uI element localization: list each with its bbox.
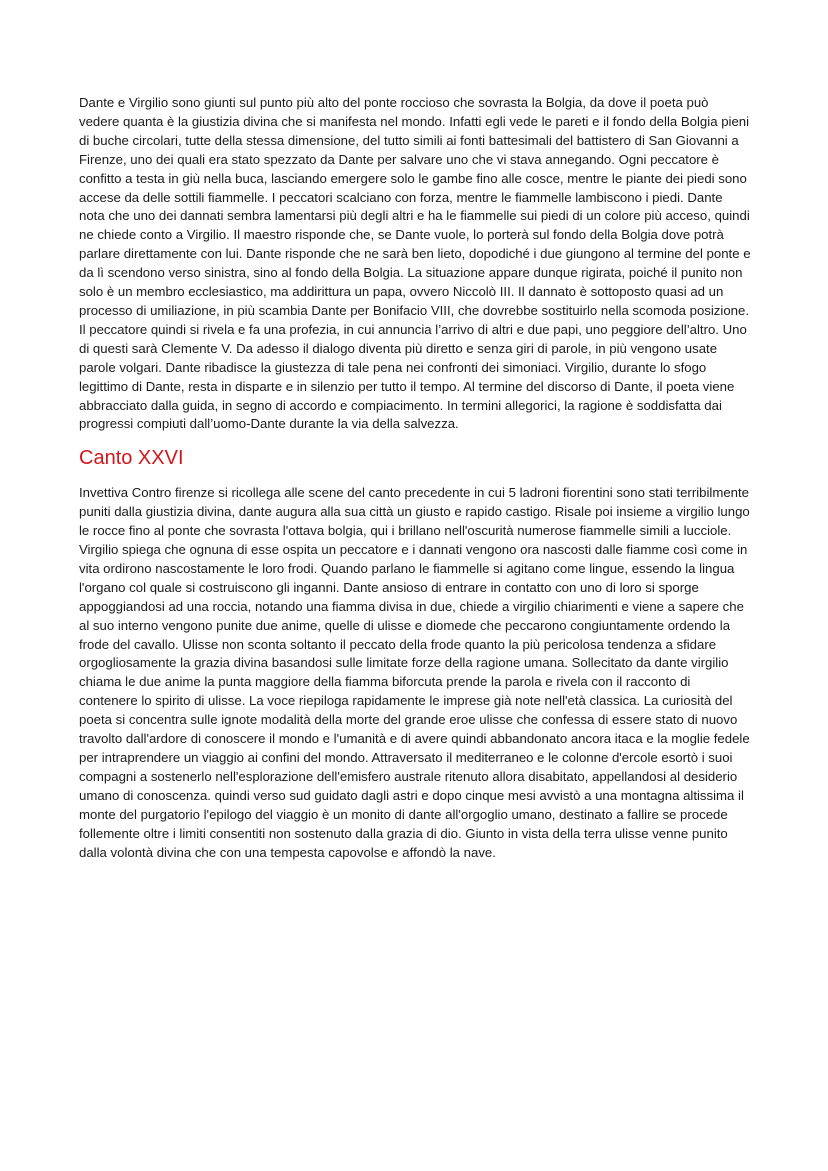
paragraph-canto-xxvi-summary: Invettiva Contro firenze si ricollega alle scene del canto precedente in cui 5 ladroni fiorentini sono stati terribilmente puniti dalla giustizia divina, dante augura alla sua città un giusto e rapido castigo. Risale poi insieme a virgilio lungo le rocce fino al ponte che sovrasta l'ottava bolgia, qui i brillano nell'oscurità numerose fiammelle simili a lucciole. Virgilio spiega che ognuna di esse ospita un peccatore e i dannati vengono ora nascosti dalle fiamme così come in vita ordirono nascostamente le loro frodi. Quando parlano le fiammelle si agitano come lingue, essendo la lingua l'organo col quale si costruiscono gli inganni. Dante ansioso di entrare in contatto con uno di loro si sporge appoggiandosi ad una roccia, notando una fiamma divisa in due, chiede a virgilio chiarimenti e viene a sapere che al suo interno vengono punite due anime, quelle di ulisse e diomede che peccarono congiuntamente ordendo la frode del cavallo. Ulisse non sconta soltanto il peccato della frode quanto la più pericolosa tendenza a sfidare orgogliosamente la grazia divina basandosi sulle limitate forze della ragione umana. Sollecitato da dante virgilio chiama le due anime la punta maggiore della fiamma biforcuta prende la parola e rivela con il racconto di contenere lo spirito di ulisse. La voce riepiloga rapidamente le imprese già note nell'età classica. La curiosità del poeta si concentra sulle ignote modalità della morte del grande eroe ulisse che confessa di essere stato di nuovo travolto dall'ardore di conoscere il mondo e l'umanità e di avere quindi abbandonato ancora itaca e la moglie fedele per intraprendere un viaggio ai confini del mondo. Attraversato il mediterraneo e le colonne d'ercole esortò i suoi compagni a sostenerlo nell'esplorazione dell'emisfero australe ritenuto allora disabitato, appellandosi al desiderio umano di conoscenza. quindi verso sud guidato dagli astri e dopo cinque mesi avvistò a una montagna altissima il monte del purgatorio l'epilogo del viaggio è un monito di dante all'orgoglio umano, destinato a fallire se procede follemente oltre i limiti consentiti non sostenuto dalla grazia di dio. Giunto in vista della terra ulisse venne punito dalla volontà divina che con una tempesta capovolse e affondò la nave.: [79, 485, 750, 860]
section-spacer: [79, 434, 751, 446]
heading-spacer: [79, 470, 751, 484]
document-page: [79, 94, 751, 862]
paragraph-canto-xix-summary: Dante e Virgilio sono giunti sul punto più alto del ponte roccioso che sovrasta la Bolgia, da dove il poeta può vedere quanta è la giustizia divina che si manifesta nel mondo. Infatti egli vede le pareti e il fondo della Bolgia pieni di buche circolari, tutte della stessa dimensione, del tutto simili ai fonti battesimali del battistero di San Giovanni a Firenze, uno dei quali era stato spezzato da Dante per salvare uno che vi stava annegando. Ogni peccatore è confitto a testa in giù nella buca, lasciando emergere solo le gambe fino alle cosce, mentre le piante dei piedi sono accese da delle sottili fiammelle. I peccatori scalciano con forza, mentre le fiammelle lambiscono i piedi. Dante nota che uno dei dannati sembra lamentarsi più degli altri e ha le fiammelle sui piedi di un colore più acceso, quindi ne chiede conto a Virgilio. Il maestro risponde che, se Dante vuole, lo porterà sul fondo della Bolgia dove potrà parlare direttamente con lui. Dante risponde che ne sarà ben lieto, dopodiché i due giungono al termine del ponte e da lì scendono verso sinistra, sino al fondo della Bolgia. La situazione appare dunque rigirata, poiché il punito non solo è un membro ecclesiastico, ma addirittura un papa, ovvero Niccolò III. Il dannato è sottoposto quasi ad un processo di umiliazione, in più scambia Dante per Bonifacio VIII, che dovrebbe sostituirlo nella scomoda posizione. Il peccatore quindi si rivela e fa una profezia, in cui annuncia l’arrivo di altri e due papi, uno peggiore dell’altro. Uno di questi sarà Clemente V. Da adesso il dialogo diventa più diretto e senza giri di parole, in più vengono usate parole volgari. Dante ribadisce la giustezza di tale pena nei confronti dei simoniaci. Virgilio, durante lo sfogo legittimo di Dante, resta in disparte e in silenzio per tutto il tempo. Al termine del discorso di Dante, il poeta viene abbracciato dalla guida, in segno di accordo e compiacimento. In termini allegorici, la ragione è soddisfatta dai progressi compiuti dall’uomo-Dante durante la via della salvezza.: [79, 95, 751, 432]
section-heading-canto-xxvi: Canto XXVI: [79, 447, 184, 470]
